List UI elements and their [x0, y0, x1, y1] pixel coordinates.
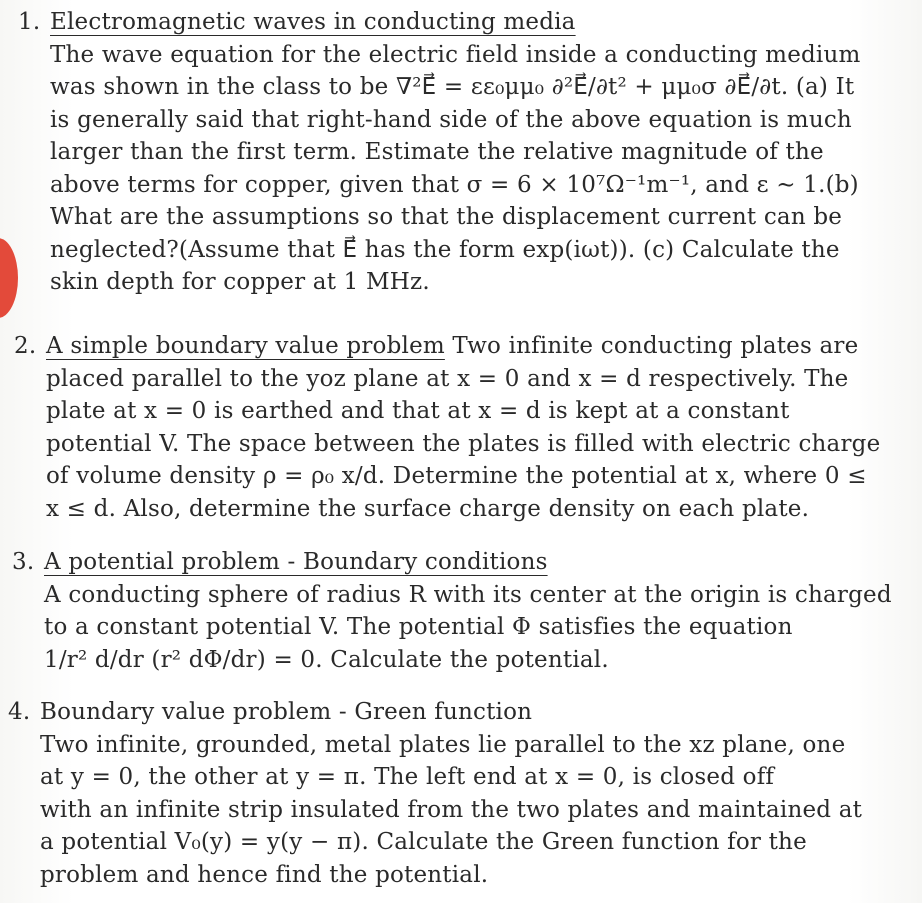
problem-title: A potential problem - Boundary conditions — [44, 549, 548, 575]
problem-1-heading — [18, 6, 880, 39]
problem-number: 1. — [18, 9, 41, 35]
text-line: plate at x = 0 is earthed and that at x = d is kept at a constant — [46, 398, 790, 424]
red-margin-mark — [0, 238, 18, 318]
text-line: is generally said that right-hand side of the above equation is much — [50, 106, 852, 133]
text-line: x ≤ d. Also, determine the surface charge density on each plate. — [46, 495, 810, 522]
problem-number: 3. — [12, 549, 35, 575]
problem-4-heading — [8, 696, 870, 729]
text-line: problem and hence find the potential. — [40, 861, 489, 888]
problem-title: Electromagnetic waves in conducting media — [50, 9, 576, 35]
text-line: a potential V₀(y) = y(y − π). Calculate the Green function for the — [40, 829, 807, 855]
text-line: Two infinite conducting plates are — [452, 333, 859, 359]
text-line: neglected?(Assume that E⃗ has the form exp(iωt)). (c) Calculate the — [50, 236, 840, 263]
problem-2-heading — [14, 330, 874, 363]
text-line: at y = 0, the other at y = π. The left end at x = 0, is closed off — [40, 764, 775, 790]
problem-4 — [8, 696, 870, 891]
text-line: placed parallel to the yoz plane at x = 0 and x = d respectively. The — [46, 365, 849, 392]
text-line: skin depth for copper at 1 MHz. — [50, 269, 430, 295]
problem-3 — [12, 546, 892, 676]
text-line: The wave equation for the electric field inside a conducting medium — [50, 41, 861, 68]
problem-1 — [18, 6, 880, 299]
problem-3-heading — [12, 546, 872, 579]
problem-title: A simple boundary value problem — [46, 333, 445, 359]
problem-number: 2. — [14, 333, 37, 359]
problem-number: 4. — [8, 699, 31, 725]
problem-title: Boundary value problem - Green function — [40, 699, 533, 725]
text-line: was shown in the class to be ∇²E⃗ = εε₀μμ₀ ∂²E⃗/∂t² + μμ₀σ ∂E⃗/∂t. (a) It — [50, 74, 855, 100]
text-line: of volume density ρ = ρ₀ x/d. Determine the potential at x, where 0 ≤ — [46, 463, 867, 489]
text-line: Two infinite, grounded, metal plates lie parallel to the xz plane, one — [40, 731, 846, 758]
problem-2 — [14, 330, 881, 525]
text-line: 1/r² d/dr (r² dΦ/dr) = 0. Calculate the potential. — [44, 646, 609, 673]
text-line: potential V. The space between the plates is filled with electric charge — [46, 430, 881, 457]
text-line: to a constant potential V. The potential Φ satisfies the equation — [44, 614, 793, 640]
text-line: A conducting sphere of radius R with its center at the origin is charged — [44, 581, 892, 608]
text-line: larger than the first term. Estimate the relative magnitude of the — [50, 139, 824, 165]
text-line: above terms for copper, given that σ = 6 × 10⁷Ω⁻¹m⁻¹, and ε ∼ 1.(b) — [50, 171, 859, 198]
text-line: with an infinite strip insulated from the two plates and maintained at — [40, 796, 863, 823]
text-line: What are the assumptions so that the displacement current can be — [50, 204, 843, 230]
